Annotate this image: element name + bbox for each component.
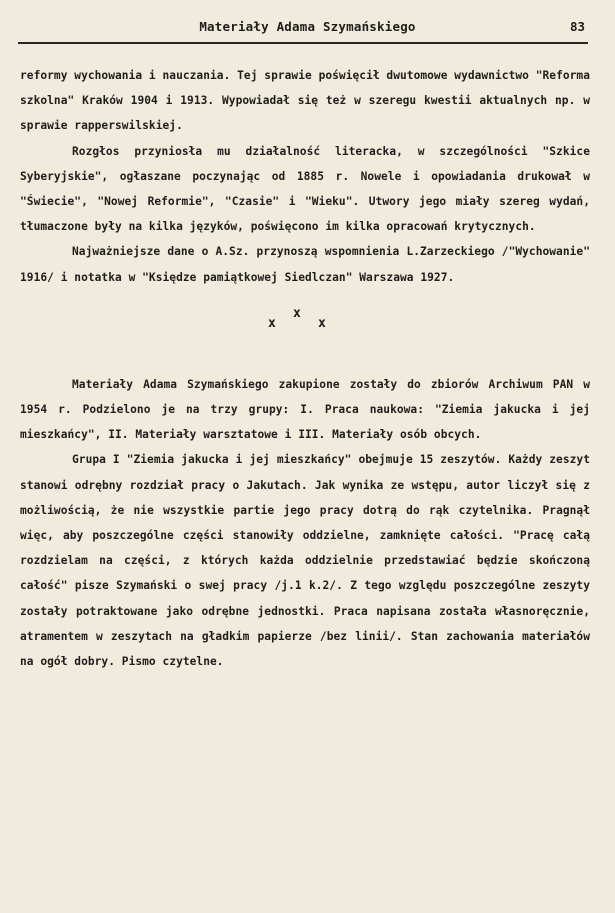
paragraph-literary: Rozgłos przyniosła mu działalność literacka, w szczególności "Szkice Syberyjskie", ogłaszane poczynając od 1885 r. Nowele i opowiadania drukował w "Świecie", "Nowej Reformie", "Czasie" i "Wieku". Utwory jego miały szereg wydań, tłumaczone były na kilka języków, poświęcono im kilka opracowań krytycznych. — [20, 144, 590, 234]
separator-mark-left: x — [268, 315, 276, 331]
paragraph-sources: Najważniejsze dane o A.Sz. przynoszą wspomnienia L.Zarzeckiego /"Wychowanie" 1916/ i notatka w "Księdze pamiątkowej Siedlczan" Warszawa 1927. — [20, 245, 590, 284]
section-separator — [20, 290, 590, 362]
separator-mark-right: x — [318, 315, 326, 331]
running-header — [0, 19, 615, 41]
body-text — [20, 63, 590, 674]
paragraph-reform: reformy wychowania i nauczania. Tej sprawie poświęcił dwutomowe wydawnictwo "Reforma szkolna" Kraków 1904 i 1913. Wypowiadał się też w szeregu kwestii aktualnych np. w sprawie rapperswilskiej. — [20, 69, 590, 133]
paragraph-acquisition: Materiały Adama Szymańskiego zakupione zostały do zbiorów Archiwum PAN w 1954 r. Podzielono je na trzy grupy: I. Praca naukowa: "Ziemia jakucka i jej mieszkańcy", II. Materiały warsztatowe i III. Materiały osób obcych. — [20, 377, 590, 442]
header-rule — [18, 42, 588, 44]
header-title: Materiały Adama Szymańskiego — [199, 19, 416, 34]
paragraph-group-one: Grupa I "Ziemia jakucka i jej mieszkańcy" obejmuje 15 zeszytów. Każdy zeszyt stanowi odrębny rozdział pracy o Jakutach. Jak wynika ze wstępu, autor liczył się z możliwością, że nie wszystkie partie jego pracy dotrą do rąk czytelnika. Pragnął więc, aby poszczególne części stanowiły oddzielne, zamknięte całości. "Pracę całą rozdzielam na części, z których każda oddzielnie przedstawiać będzie skończoną całość" pisze Szymański o swej pracy /j.1 k.2/. Z tego względu poszczególne zeszyty zostały potraktowane jako odrębne jednostki. Praca napisana została własnoręcznie, atramentem w zeszytach na gładkim papierze /bez linii/. Stan zachowania materiałów na ogół dobry. Pismo czytelne. — [20, 453, 590, 669]
separator-mark-middle: x — [293, 305, 301, 321]
page-number: 83 — [569, 19, 585, 34]
